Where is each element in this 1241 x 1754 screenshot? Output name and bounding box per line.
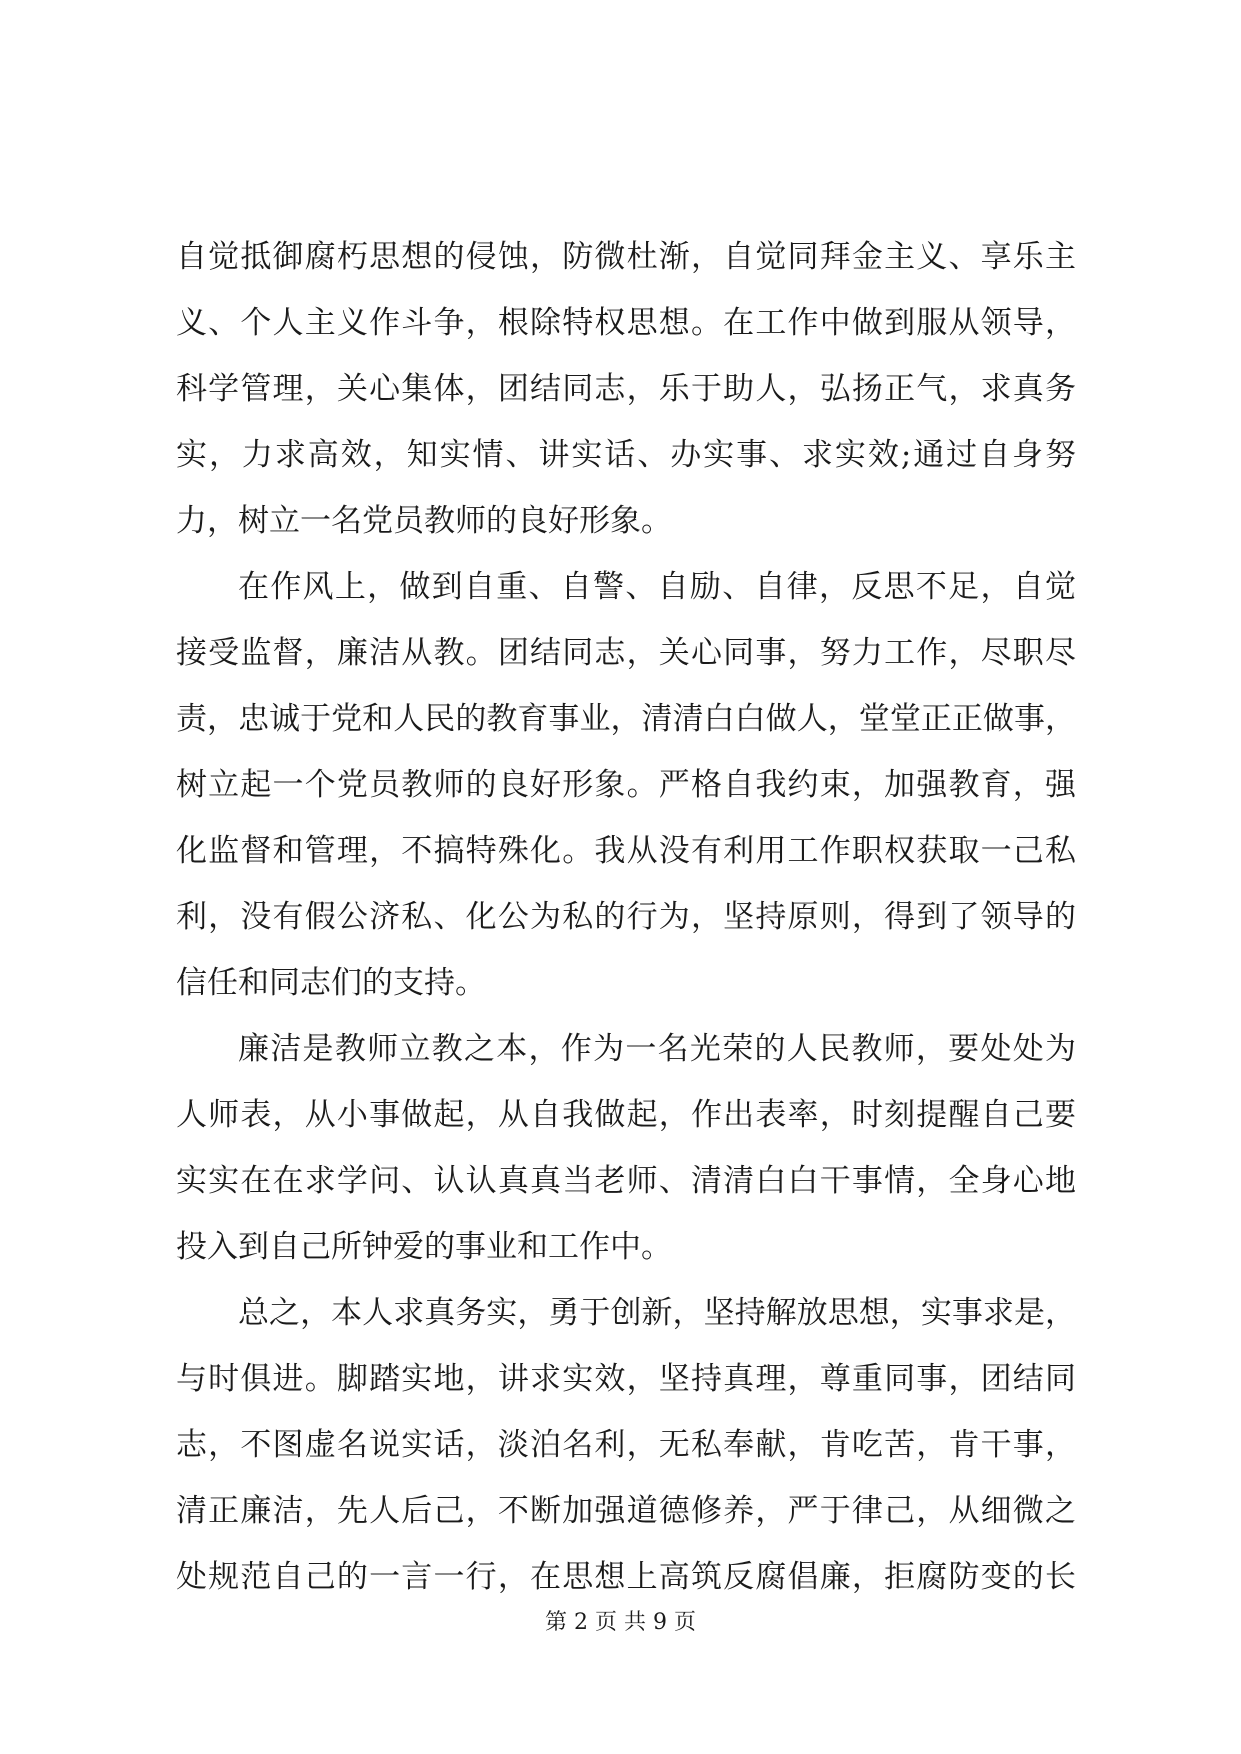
paragraph-2 xyxy=(176,554,1076,1016)
text-line: 人师表，从小事做起，从自我做起，作出表率，时刻提醒自己要 xyxy=(176,1097,1076,1133)
text-line: 廉洁是教师立教之本，作为一名光荣的人民教师，要处处为 xyxy=(238,1031,1076,1067)
page-number-footer: 第 2 页 共 9 页 xyxy=(545,1610,696,1635)
text-line: 利，没有假公济私、化公为私的行为，坚持原则，得到了领导的 xyxy=(176,899,1076,935)
paragraph-4 xyxy=(176,1280,1076,1610)
text-line: 处规范自己的一言一行，在思想上高筑反腐倡廉，拒腐防变的长 xyxy=(176,1559,1076,1595)
text-line: 自觉抵御腐朽思想的侵蚀，防微杜渐，自觉同拜金主义、享乐主 xyxy=(176,239,1076,275)
text-line: 信任和同志们的支持。 xyxy=(176,965,486,1001)
text-line: 与时俱进。脚踏实地，讲求实效，坚持真理，尊重同事，团结同 xyxy=(176,1361,1076,1397)
paragraph-3 xyxy=(176,1016,1076,1280)
document-body xyxy=(176,224,1076,1610)
text-line: 实，力求高效，知实情、讲实话、办实事、求实效;通过自身努 xyxy=(176,437,1076,473)
text-line: 志，不图虚名说实话，淡泊名利，无私奉献，肯吃苦，肯干事， xyxy=(176,1427,1076,1463)
text-line: 化监督和管理，不搞特殊化。我从没有利用工作职权获取一己私 xyxy=(176,833,1076,869)
text-line: 义、个人主义作斗争，根除特权思想。在工作中做到服从领导， xyxy=(176,305,1076,341)
text-line: 科学管理，关心集体，团结同志，乐于助人，弘扬正气，求真务 xyxy=(176,371,1076,407)
text-line: 清正廉洁，先人后己，不断加强道德修养，严于律己，从细微之 xyxy=(176,1493,1076,1529)
text-line: 责，忠诚于党和人民的教育事业，清清白白做人，堂堂正正做事， xyxy=(176,701,1076,737)
text-line: 总之，本人求真务实，勇于创新，坚持解放思想，实事求是， xyxy=(238,1295,1076,1331)
text-line: 树立起一个党员教师的良好形象。严格自我约束，加强教育，强 xyxy=(176,767,1076,803)
paragraph-1 xyxy=(176,224,1076,554)
text-line: 接受监督，廉洁从教。团结同志，关心同事，努力工作，尽职尽 xyxy=(176,635,1076,671)
text-line: 力，树立一名党员教师的良好形象。 xyxy=(176,503,672,539)
text-line: 投入到自己所钟爱的事业和工作中。 xyxy=(176,1229,672,1265)
text-line: 实实在在求学问、认认真真当老师、清清白白干事情，全身心地 xyxy=(176,1163,1076,1199)
text-line: 在作风上，做到自重、自警、自励、自律，反思不足，自觉 xyxy=(238,569,1076,605)
